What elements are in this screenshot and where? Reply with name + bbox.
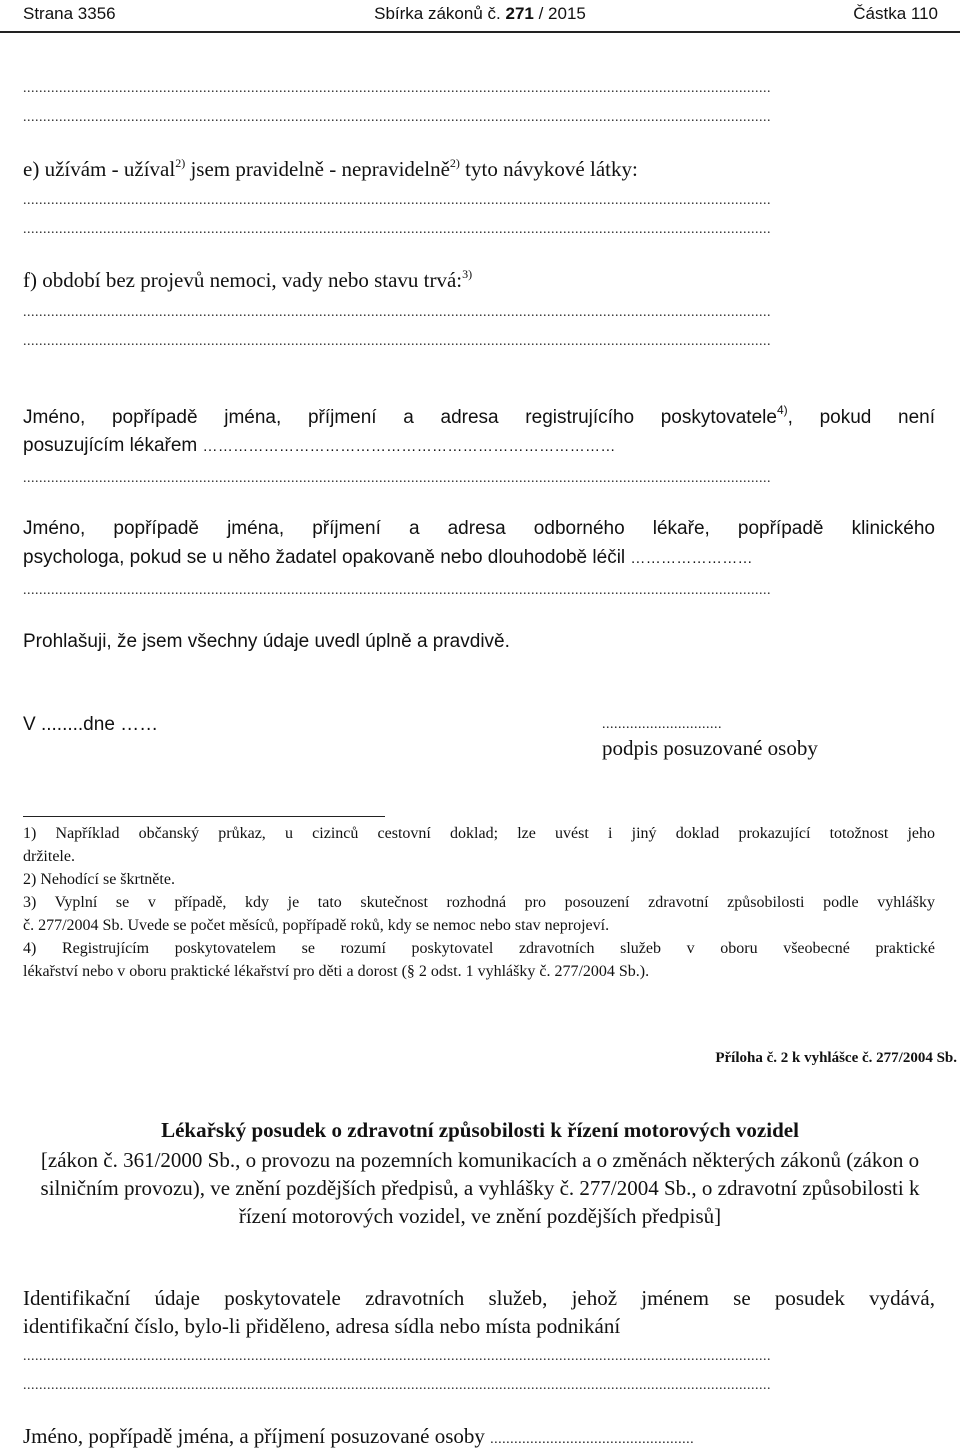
footnote-ref-3: 3) <box>462 267 473 281</box>
fill-line[interactable]: ........................................................................................................................................................................................... <box>23 1352 771 1362</box>
item-e-label <box>23 157 638 181</box>
collection-prefix: Sbírka zákonů č. <box>374 4 501 23</box>
specialist-text: psychologa, pokud se u něho žadatel opakovaně nebo dlouhodobě léčil <box>23 547 626 568</box>
provider-label-cont: identifikační číslo, bylo-li přiděleno, adresa sídla nebo místa podnikání <box>23 1314 621 1338</box>
person-name-field[interactable]: ................................................... <box>490 1432 695 1447</box>
annex-label: Příloha č. 2 k vyhlášce č. 277/2004 Sb. <box>715 1050 957 1066</box>
person-name-label: Jméno, popřípadě jména, a příjmení posuzované osoby <box>23 1424 485 1448</box>
fill-line[interactable]: ……………………………………………………………………… <box>202 438 616 455</box>
signature-label: podpis posuzované osoby <box>602 736 818 760</box>
registering-provider-line2 <box>23 434 616 459</box>
signature-block <box>602 716 818 762</box>
declaration-text: Prohlašuji, že jsem všechny údaje uvedl úplně a pravdivě. <box>23 631 510 652</box>
fill-line[interactable]: ........................................................................................................................................................................................... <box>23 84 771 94</box>
footnote-1-cont: držitele. <box>23 848 75 865</box>
fill-line[interactable]: …………………… <box>630 550 753 567</box>
item-e-text-a: e) užívám - užíval <box>23 157 176 181</box>
footnote-ref-2: 2) <box>175 156 186 170</box>
footnote-3-cont: č. 277/2004 Sb. Uvede se počet měsíců, popřípadě roků, kdy se nemoc nebo stav neprojeví. <box>23 917 610 934</box>
page-header <box>0 0 960 33</box>
item-e-text-c: tyto návykové látky: <box>459 157 638 181</box>
collection-year: / 2015 <box>538 4 586 23</box>
specialist-line2 <box>23 546 753 571</box>
footnote-divider <box>23 816 385 817</box>
specialist-label: Jméno, popřípadě jména, příjmení a adresa odborného lékaře, popřípadě klinického <box>23 518 935 539</box>
item-e-text-b: jsem pravidelně - nepravidelně <box>185 157 450 181</box>
fill-line[interactable]: ........................................................................................................................................................................................... <box>23 586 771 596</box>
place-date-field[interactable]: V ........dne …… <box>23 714 159 735</box>
item-f-text: f) období bez projevů nemoci, vady nebo stavu trvá: <box>23 268 463 292</box>
footnote-3: 3) Vyplní se v případě, kdy je tato skutečnost rozhodná pro posouzení zdravotní způsobilosti podle vyhlášky <box>23 894 935 911</box>
registering-text-a: Jméno, popřípadě jména, příjmení a adresa registrujícího poskytovatele <box>23 407 777 428</box>
collection-title <box>0 4 960 24</box>
fill-line[interactable]: ........................................................................................................................................................................................... <box>23 196 771 206</box>
footnote-4-cont: lékařství nebo v oboru praktické lékařství pro děti a dorost (§ 2 odst. 1 vyhlášky č. 277/2004 Sb.). <box>23 963 650 980</box>
page-number: Strana 3356 <box>23 4 116 23</box>
signature-line[interactable]: .............................. <box>602 717 722 732</box>
footnote-ref-2: 2) <box>449 156 460 170</box>
form-subtitle: [zákon č. 361/2000 Sb., o provozu na pozemních komunikacích a o změnách některých zákonů (zákon o silničním provozu), ve znění pozdějších předpisů, a vyhlášky č. 277/2004 Sb., o zdravotní způsobilosti k řízení motorových vozidel, ve znění pozdějších předpisů] <box>40 1148 920 1228</box>
person-name-row <box>23 1424 694 1452</box>
item-f-label <box>23 268 472 292</box>
footnote-1: 1) Například občanský průkaz, u cizinců cestovní doklad; lze uvést i jiný doklad prokazující totožnost jeho <box>23 825 935 842</box>
fill-line[interactable]: ........................................................................................................................................................................................... <box>23 1381 771 1391</box>
fill-line[interactable]: ........................................................................................................................................................................................... <box>23 113 771 123</box>
fill-line[interactable]: ........................................................................................................................................................................................... <box>23 337 771 347</box>
footnote-4: 4) Registrujícím poskytovatelem se rozumí poskytovatel zdravotních služeb v oboru všeobecné praktické <box>23 940 935 957</box>
registering-provider-label <box>23 403 935 430</box>
footnote-2: 2) Nehodící se škrtněte. <box>23 871 175 888</box>
fill-line[interactable]: ........................................................................................................................................................................................... <box>23 474 771 484</box>
provider-label: Identifikační údaje poskytovatele zdravotních služeb, jehož jménem se posudek vydává, <box>23 1286 935 1310</box>
footnote-ref-4: 4) <box>776 403 788 417</box>
part-number: Částka 110 <box>853 4 938 23</box>
registering-text-c: posuzujícím lékařem <box>23 435 198 456</box>
registering-text-b: , pokud není <box>787 407 935 428</box>
form-title: Lékařský posudek o zdravotní způsobilosti k řízení motorových vozidel <box>161 1118 799 1142</box>
fill-line[interactable]: ........................................................................................................................................................................................... <box>23 308 771 318</box>
fill-line[interactable]: ........................................................................................................................................................................................... <box>23 225 771 235</box>
collection-number: 271 <box>505 4 534 23</box>
